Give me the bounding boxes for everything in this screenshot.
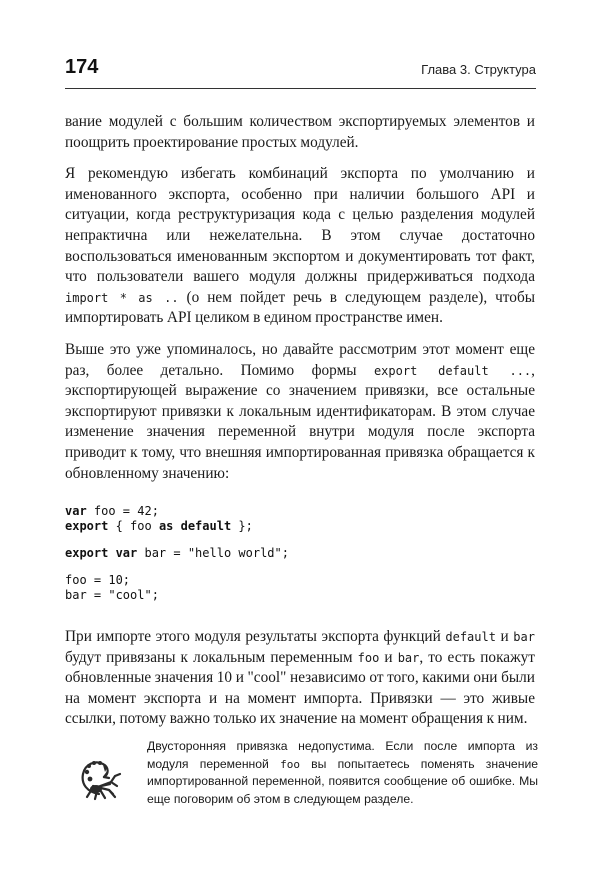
code-block — [65, 504, 535, 603]
paragraph-4-text-d: и — [384, 648, 393, 666]
note-text — [147, 738, 538, 808]
inline-code-import: import * as .. — [65, 290, 179, 305]
paragraph-4 — [65, 627, 535, 730]
code-text: bar = "hello world"; — [137, 546, 289, 561]
paragraph-4-text-b: и — [500, 628, 509, 646]
note-text-a: Двусторонняя привязка недопустима. Если после импорта из модуля переменной — [147, 739, 538, 771]
code-line-3 — [65, 546, 535, 561]
paragraph-2-text-a: Я рекомендую избегать комбинаций экспорта по умолчанию и именованного экспорта, особенно при наличии большого API и ситуации, когда реструктуризация кода с целью разделения модулей непрактична или нежелательна. В этом случае достаточно воспользоваться именованным экспортом и документировать тот факт, что пользователи вашего модуля должны придерживаться подхода — [65, 165, 535, 286]
paragraph-3 — [65, 340, 535, 484]
note-text-b: вы попытаетесь поменять значение импортированной переменной, появится сообщение об ошибке. Мы еще поговорим об этом в следующем разделе. — [147, 756, 539, 806]
inline-code-export-default: export default ... — [373, 363, 532, 378]
code-keyword: export var — [65, 546, 138, 561]
code-line-5: bar = "cool"; — [65, 588, 159, 603]
code-line-4: foo = 10; — [65, 573, 131, 588]
inline-code-default: default — [445, 630, 496, 645]
code-keyword: as default — [158, 519, 232, 534]
page-header — [65, 52, 536, 89]
inline-code-bar: bar — [513, 630, 535, 645]
warning-note — [65, 738, 538, 818]
code-text: foo = 42; — [86, 504, 159, 519]
note-inline-code-foo: foo — [280, 757, 300, 771]
page-number: 174 — [65, 56, 99, 78]
chapter-title: Глава 3. Структура — [421, 62, 536, 77]
paragraph-4-text-a: При импорте этого модуля результаты экспорта функций — [65, 628, 441, 646]
paragraph-4-text-e: , то есть покажут обновленные значения 10 и "cool" независимо от того, какими они были на момент экспорта и на момент импорта. Привязки — это живые ссылки, потому важно только их значение на момент обращения к ним. — [65, 648, 535, 728]
code-line-2 — [65, 519, 535, 534]
paragraph-3-text-a: Выше это уже упоминалось, но давайте рассмотрим этот момент еще раз, более детально. Помимо формы — [65, 340, 535, 379]
page-body — [65, 112, 535, 741]
scorpion-icon — [65, 742, 123, 802]
code-text: }; — [231, 519, 253, 534]
inline-code-foo: foo — [357, 650, 380, 665]
paragraph-2-text-b: (о нем пойдет речь в следующем разделе), чтобы импортировать API целиком в едином пространстве имен. — [65, 288, 536, 327]
code-text: { foo — [108, 519, 159, 534]
code-gap — [65, 561, 535, 573]
code-keyword: var — [65, 504, 87, 519]
inline-code-bar-2: bar — [397, 650, 420, 665]
code-line-1 — [65, 504, 535, 519]
paragraph-2 — [65, 164, 535, 329]
paragraph-1-text: вание модулей с большим количеством экспортируемых элементов и поощрить проектирование простых модулей. — [65, 113, 535, 151]
paragraph-3-text-b: , экспортирующей выражение со значением привязки, все остальные экспортируют привязки к локальным идентификаторам. В этом случае изменение значения переменной внутри модуля после экспорта приводит к тому, что внешняя импортированная привязка обращается к обновленному значению: — [65, 361, 535, 482]
code-gap — [65, 534, 535, 546]
paragraph-1 — [65, 112, 535, 153]
paragraph-4-text-c: будут привязаны к локальным переменным — [65, 648, 353, 666]
code-keyword: export — [65, 519, 109, 534]
